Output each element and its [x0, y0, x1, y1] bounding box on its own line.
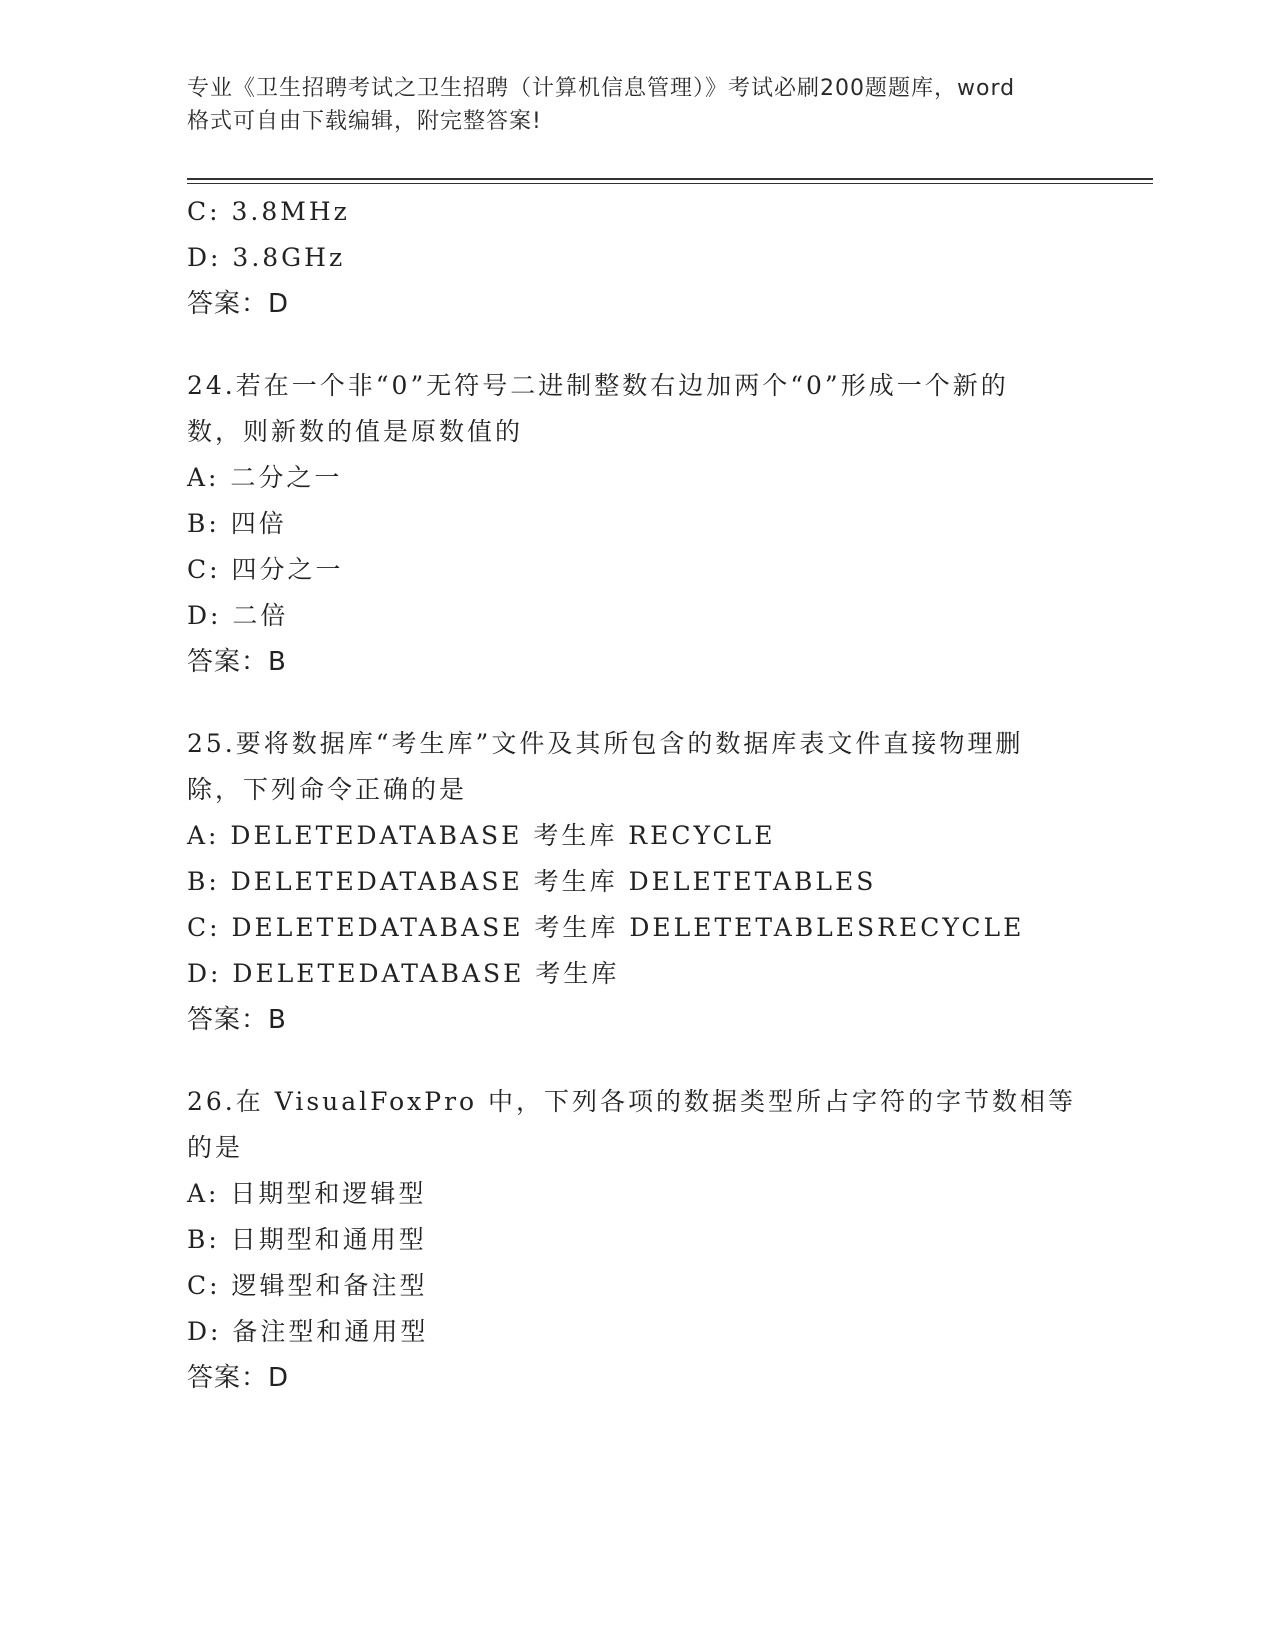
question-block-25: [187, 721, 1087, 1043]
document-header: [187, 72, 1087, 138]
question-stem-line-1: 25.要将数据库“考生库”文件及其所包含的数据库表文件直接物理删: [187, 729, 1024, 758]
header-divider-thin: [187, 183, 1153, 184]
answer-line: 答案：D: [187, 289, 290, 319]
answer-line: 答案：B: [187, 1005, 287, 1035]
question-stem-line-2: 的是: [187, 1133, 244, 1162]
option-c: C: DELETEDATABASE 考生库 DELETETABLESRECYCLE: [187, 913, 1025, 942]
answer-line: 答案：B: [187, 647, 287, 677]
option-b: B: 日期型和通用型: [187, 1225, 427, 1254]
option-d: D: DELETEDATABASE 考生库: [187, 959, 620, 988]
option-b: B: DELETEDATABASE 考生库 DELETETABLES: [187, 867, 877, 896]
question-block-24: [187, 363, 1087, 685]
header-divider-thick: [187, 178, 1153, 180]
option-c: C: 3.8MHz: [187, 197, 350, 226]
header-line-1: 专业《卫生招聘考试之卫生招聘（计算机信息管理）》考试必刷200题题库，word: [187, 76, 1016, 101]
question-stem-line-1: 24.若在一个非“0”无符号二进制整数右边加两个“0”形成一个新的: [187, 371, 1009, 400]
document-body: [187, 189, 1087, 1401]
option-a: A: DELETEDATABASE 考生库 RECYCLE: [187, 821, 776, 850]
question-stem-line-1: 26.在 VisualFoxPro 中，下列各项的数据类型所占字符的字节数相等: [187, 1087, 1077, 1116]
option-d: D: 3.8GHz: [187, 243, 346, 272]
option-b: B: 四倍: [187, 509, 287, 538]
option-d: D: 备注型和通用型: [187, 1317, 429, 1346]
option-d: D: 二倍: [187, 601, 289, 630]
option-a: A: 日期型和逻辑型: [187, 1179, 427, 1208]
option-a: A: 二分之一: [187, 463, 343, 492]
question-block-26: [187, 1079, 1087, 1401]
option-c: C: 逻辑型和备注型: [187, 1271, 428, 1300]
question-stem-line-2: 数，则新数的值是原数值的: [187, 417, 524, 446]
option-c: C: 四分之一: [187, 555, 344, 584]
answer-line: 答案：D: [187, 1363, 290, 1393]
question-stem-line-2: 除，下列命令正确的是: [187, 775, 468, 804]
header-line-2: 格式可自由下载编辑，附完整答案!: [187, 109, 542, 134]
question-block-partial: [187, 189, 1087, 327]
